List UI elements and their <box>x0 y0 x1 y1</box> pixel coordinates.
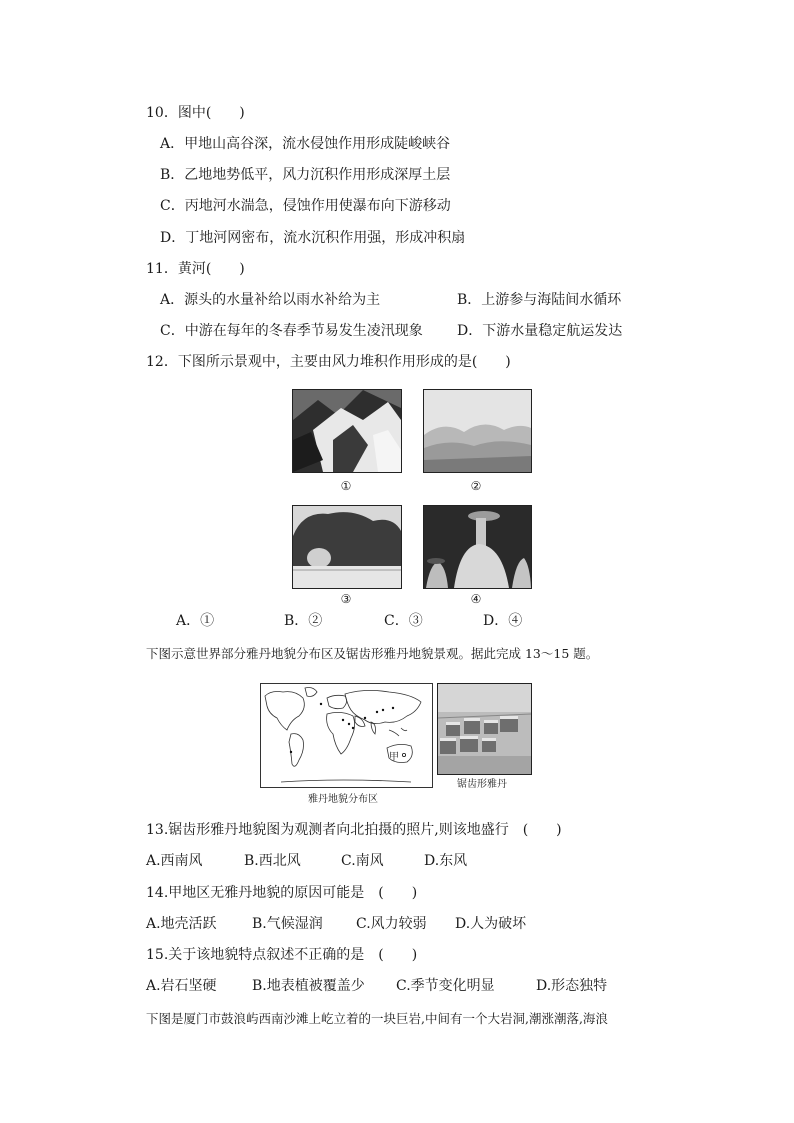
sawtooth-yardang-image <box>438 684 531 774</box>
q15-option-b: B.地表植被覆盖少 <box>252 978 365 994</box>
q12-option-d: D．④ <box>483 613 523 629</box>
q12-option-c: C．③ <box>384 613 423 629</box>
q14-option-c: C.风力较弱 <box>356 916 427 932</box>
map-label-jia: 甲 <box>389 752 399 763</box>
q12-stem: 12．下图所示景观中，主要由风力堆积作用形成的是( ) <box>146 354 511 370</box>
intro-13-15: 下图示意世界部分雅丹地貌分布区及锯齿形雅丹地貌景观。据此完成 13～15 题。 <box>146 646 599 661</box>
q10-option-d: D．丁地河网密布，流水沉积作用强，形成冲积扇 <box>160 230 466 246</box>
q13-option-a: A.西南风 <box>146 853 203 869</box>
intro-next: 下图是厦门市鼓浪屿西南沙滩上屹立着的一块巨岩,中间有一个大岩洞,潮涨潮落,海浪 <box>146 1011 608 1026</box>
q13-option-c: C.南风 <box>341 853 384 869</box>
q15-option-d: D.形态独特 <box>536 978 608 994</box>
photo-sawtooth-yardang <box>437 683 532 775</box>
photo-sand-dunes <box>423 389 532 473</box>
q13-stem: 13.锯齿形雅丹地貌图为观测者向北拍摄的照片,则该地盛行 ( ) <box>146 822 562 838</box>
q14-stem: 14.甲地区无雅丹地貌的原因可能是 ( ) <box>146 885 418 901</box>
photo-karst-arch <box>292 505 402 589</box>
q10-stem: 10．图中( ) <box>146 105 245 121</box>
photo-snowy-mountains <box>292 389 402 473</box>
photo-caption-yardang: 锯齿形雅丹 <box>457 779 507 790</box>
world-map-image <box>261 684 432 787</box>
q11-option-d: D．下游水量稳定航运发达 <box>457 323 623 339</box>
photo-hoodoo-rocks <box>423 505 532 589</box>
q14-option-d: D.人为破坏 <box>455 916 527 932</box>
q10-option-b: B．乙地地势低平，风力沉积作用形成深厚土层 <box>160 167 451 183</box>
q14-option-a: A.地壳活跃 <box>146 916 217 932</box>
q10-option-c: C．丙地河水湍急，侵蚀作用使瀑布向下游移动 <box>160 198 451 214</box>
q12-option-a: A．① <box>176 613 215 629</box>
caption-photo-3: ③ <box>340 592 352 606</box>
caption-photo-4: ④ <box>470 592 482 606</box>
caption-photo-2: ② <box>470 479 482 493</box>
world-map-figure <box>260 683 433 788</box>
q15-option-c: C.季节变化明显 <box>396 978 495 994</box>
q12-option-b: B．② <box>284 613 323 629</box>
q13-option-d: D.东风 <box>424 853 468 869</box>
hoodoo-rocks-image <box>424 506 531 588</box>
caption-photo-1: ① <box>340 479 352 493</box>
q15-option-a: A.岩石坚硬 <box>146 978 217 994</box>
q15-stem: 15.关于该地貌特点叙述不正确的是 ( ) <box>146 947 418 963</box>
q11-stem: 11．黄河( ) <box>146 261 245 277</box>
snowy-mountains-image <box>293 390 401 472</box>
q11-option-a: A．源头的水量补给以雨水补给为主 <box>160 292 381 308</box>
karst-arch-image <box>293 506 401 588</box>
q14-option-b: B.气候湿润 <box>252 916 323 932</box>
q10-option-a: A．甲地山高谷深，流水侵蚀作用形成陡峻峡谷 <box>160 136 451 152</box>
sand-dunes-image <box>424 390 531 472</box>
q11-option-c: C．中游在每年的冬春季节易发生凌汛现象 <box>160 323 423 339</box>
map-caption: 雅丹地貌分布区 <box>308 794 378 805</box>
q11-option-b: B．上游参与海陆间水循环 <box>457 292 622 308</box>
q13-option-b: B.西北风 <box>244 853 301 869</box>
